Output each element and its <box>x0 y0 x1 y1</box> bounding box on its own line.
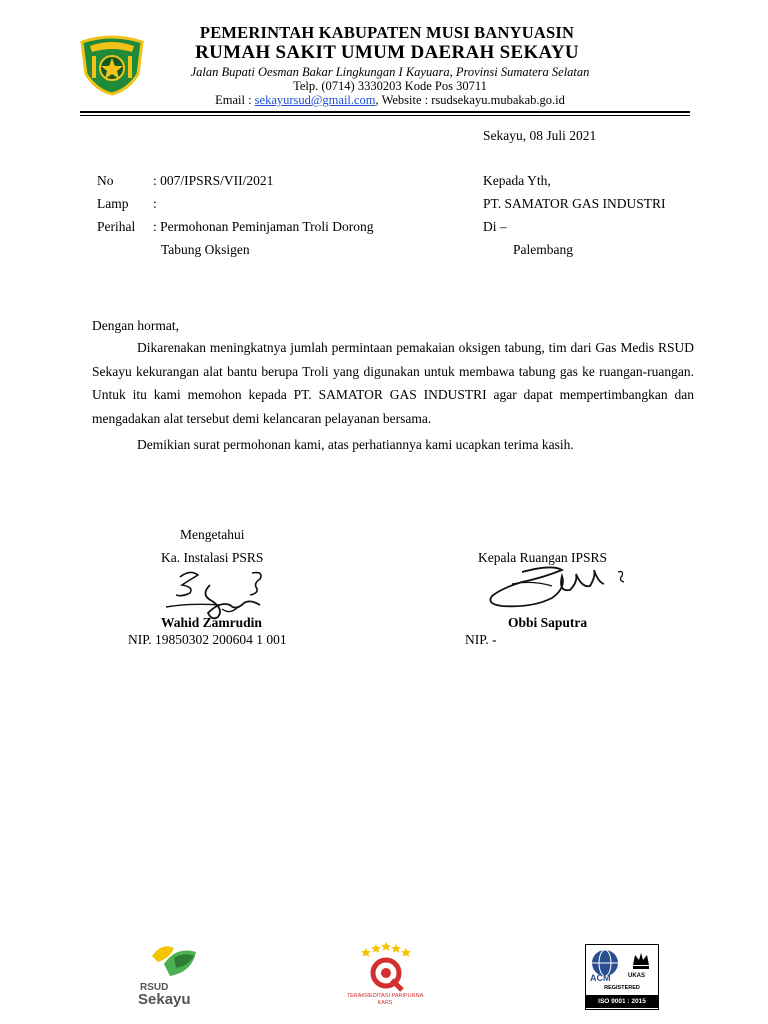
rsud-logo-text-2: Sekayu <box>138 991 191 1008</box>
rsud-sekayu-logo <box>130 938 220 1008</box>
right-signer-nip: NIP. - <box>465 632 497 647</box>
body-paragraph-1: Dikarenakan meningkatnya jumlah permintaan pemakaian oksigen tabung, tim dari Gas Medis RSUD Sekayu kekurangan alat bantu berupa Troli yang digunakan untuk membawa tabung gas ke ruangan-ruangan. Untuk itu kami memohon kepada PT. SAMATOR GAS INDUSTRI agar dapat mempertimbangkan dan mengadakan alat tersebut demi kelancaran pelayanan bersama. <box>92 340 694 426</box>
header-rule-thin <box>80 115 690 116</box>
body-paragraph-2: Demikian surat permohonan kami, atas perhatiannya kami ucapkan terima kasih. <box>137 437 574 452</box>
left-signer-nip: NIP. 19850302 200604 1 001 <box>128 632 287 647</box>
recipient-city: Palembang <box>513 242 573 257</box>
place-date: Sekayu, 08 Juli 2021 <box>483 128 597 143</box>
email-link[interactable]: sekayursud@gmail.com <box>254 93 376 107</box>
header-rule-thick <box>80 111 690 113</box>
letterhead-hospital-name: RUMAH SAKIT UMUM DAERAH SEKAYU <box>195 42 579 63</box>
left-signer-name: Wahid Zamrudin <box>161 615 262 630</box>
letterhead-contact <box>150 93 630 108</box>
left-signer-title: Ka. Instalasi PSRS <box>161 550 264 565</box>
iso-certification-logo <box>585 944 659 1010</box>
kars-stars-icon <box>356 940 416 992</box>
lamp-value: : <box>153 196 157 211</box>
perihal-value-1: : Permohonan Peminjaman Troli Dorong <box>153 219 374 234</box>
lamp-label: Lamp <box>97 196 129 211</box>
letterhead-address: Jalan Bupati Oesman Bakar Lingkungan I Kayuara, Provinsi Sumatera Selatan <box>190 65 590 79</box>
registered-text: REGISTERED <box>604 985 640 991</box>
no-label: No <box>97 173 114 188</box>
greeting: Dengan hormat, <box>92 318 179 333</box>
district-emblem-icon <box>78 34 146 96</box>
letterhead-telp: Telp. (0714) 3330203 Kode Pos 30711 <box>293 79 487 93</box>
kars-text: TERAKREDITASI PARIPURNA KARS <box>346 993 424 1006</box>
ukas-text: UKAS <box>628 973 646 979</box>
kars-accreditation-logo <box>340 940 430 1012</box>
rsud-leaf-icon <box>144 938 204 982</box>
recipient-line1: Kepada Yth, <box>483 173 551 188</box>
letterhead-government: PEMERINTAH KABUPATEN MUSI BANYUASIN <box>199 23 575 42</box>
ukas-crown-icon <box>630 949 652 971</box>
right-signer-name: Obbi Saputra <box>508 615 588 630</box>
iso-text: ISO 9001 : 2015 <box>586 995 658 1008</box>
email-label: Email : <box>215 93 255 107</box>
acm-text: ACM <box>590 973 611 983</box>
mengetahui-label: Mengetahui <box>180 527 245 542</box>
perihal-value-2: Tabung Oksigen <box>161 242 250 257</box>
website-text: , Website : rsudsekayu.mubakab.go.id <box>375 93 565 107</box>
recipient-company: PT. SAMATOR GAS INDUSTRI <box>483 196 666 211</box>
no-value: : 007/IPSRS/VII/2021 <box>153 173 274 188</box>
rsud-logo-text-1: RSUD <box>140 982 169 993</box>
signature-right-icon <box>482 562 632 618</box>
recipient-di: Di – <box>483 219 507 234</box>
right-signer-title: Kepala Ruangan IPSRS <box>478 550 607 565</box>
perihal-label: Perihal <box>97 219 136 234</box>
